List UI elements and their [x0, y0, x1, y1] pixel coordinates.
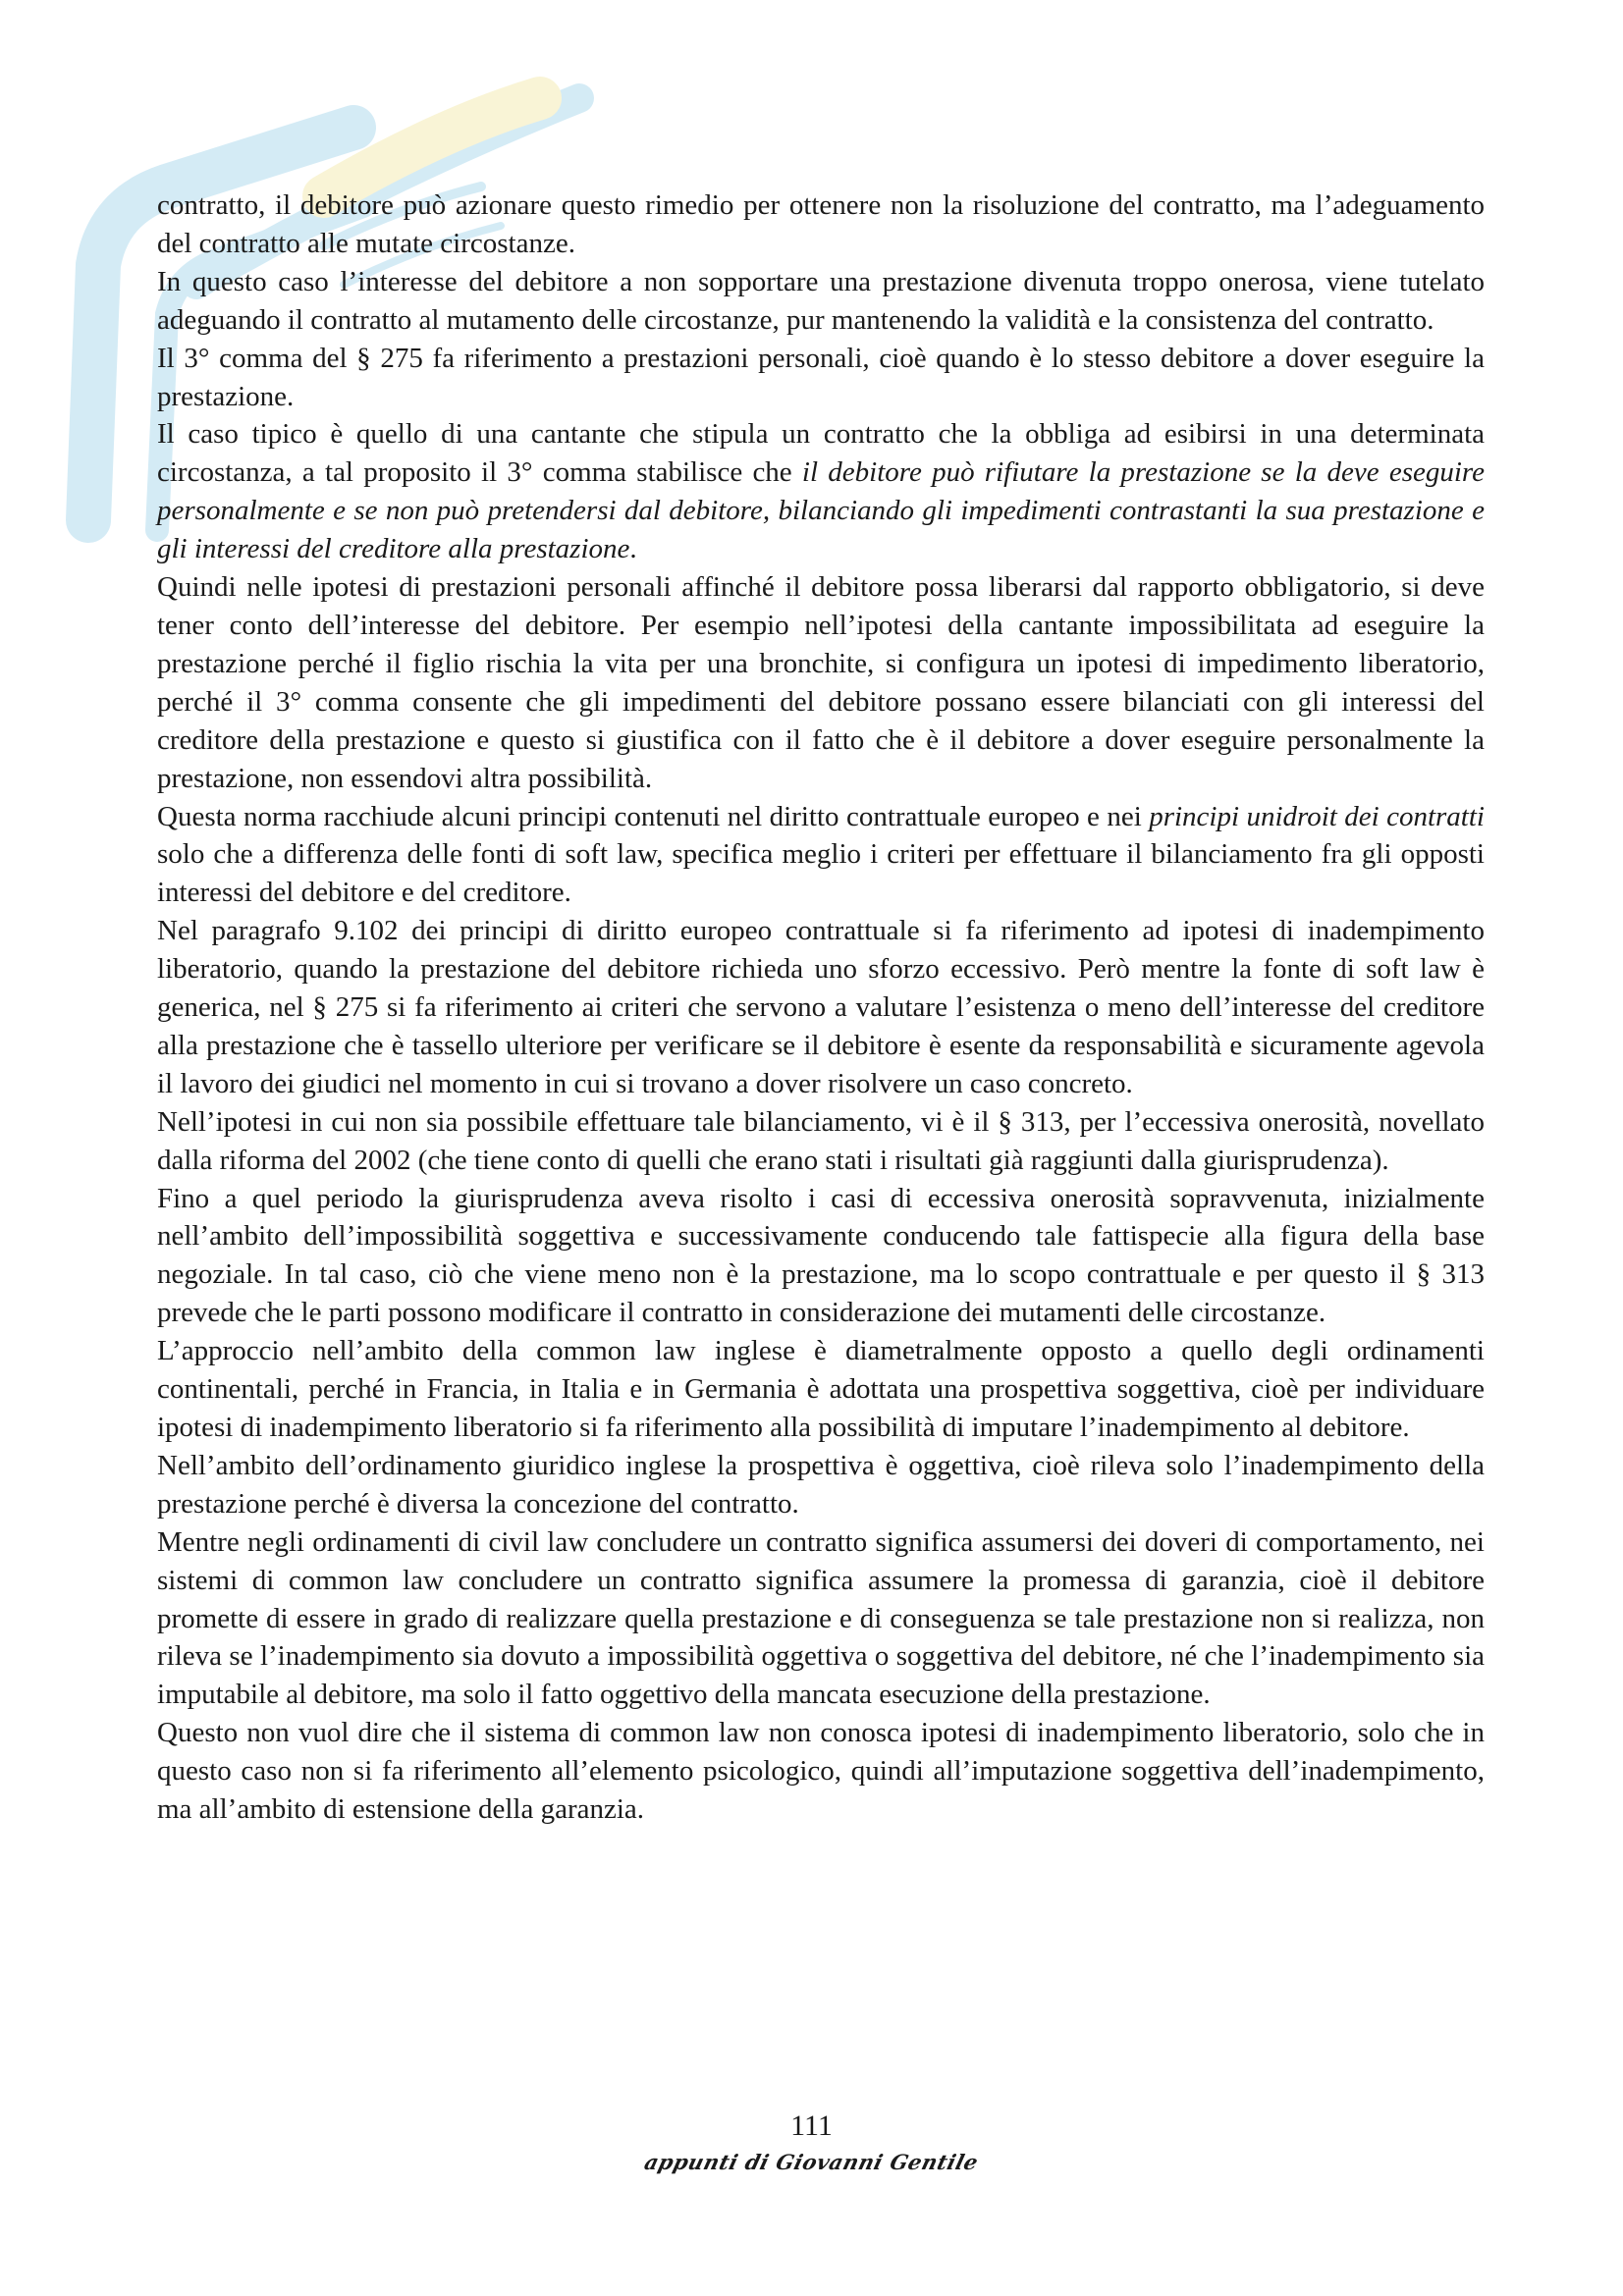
author-signature: appunti di Giovanni Gentile — [641, 2150, 982, 2174]
body-paragraph — [157, 1180, 1485, 1333]
body-paragraph — [157, 187, 1485, 263]
text-run: Il 3° comma del § 275 fa riferimento a prestazioni personali, cioè quando è lo stesso debitore a dover eseguire la prestazione. — [157, 342, 1485, 412]
body-paragraph — [157, 1714, 1485, 1829]
text-run: Nell’ipotesi in cui non sia possibile effettuare tale bilanciamento, vi è il § 313, per l’eccessiva onerosità, novellato dalla riforma del 2002 (che tiene conto di quelli che erano stati i risultati già raggiunti dalla giurisprudenza). — [157, 1105, 1485, 1176]
body-paragraph — [157, 1523, 1485, 1715]
text-run: Nel paragrafo 9.102 dei principi di diritto europeo contrattuale si fa riferimento ad ipotesi di inadempimento liberatorio, quando la prestazione del debitore richieda uno sforzo eccessivo. Però mentre la fonte di soft law è generica, nel § 275 si fa riferimento ai criteri che servono a valutare l’esistenza o meno dell’interesse del creditore alla prestazione che è tassello ulteriore per verificare se il debitore è esente da responsabilità e sicuramente agevola il lavoro dei giudici nel momento in cui si trovano a dover risolvere un caso concreto. — [157, 915, 1485, 1099]
body-paragraph — [157, 263, 1485, 340]
page-body — [157, 187, 1485, 1829]
page-number: 111 — [790, 2109, 833, 2142]
body-paragraph — [157, 798, 1485, 913]
text-run: contratto, il debitore può azionare questo rimedio per ottenere non la risoluzione del contratto, ma l’adeguamento del contratto alle mutate circostanze. — [157, 189, 1485, 259]
body-paragraph — [157, 568, 1485, 797]
body-paragraph — [157, 340, 1485, 416]
text-run: Quindi nelle ipotesi di prestazioni personali affinché il debitore possa liberarsi dal rapporto obbligatorio, si deve tener conto dell’interesse del debitore. Per esempio nell’ipotesi della cantante impossibilitata ad eseguire la prestazione perché il figlio rischia la vita per una bronchite, si configura un ipotesi di impedimento liberatorio, perché il 3° comma consente che gli impedimenti del debitore possano essere bilanciati con gli interessi del creditore della prestazione e questo si giustifica con il fatto che è il debitore a dover eseguire personalmente la prestazione, non essendovi altra possibilità. — [157, 571, 1485, 794]
text-run: Mentre negli ordinamenti di civil law concludere un contratto significa assumersi dei doveri di comportamento, nei sistemi di common law concludere un contratto significa assumere la promessa di garanzia, cioè il debitore promette di essere in grado di realizzare quella prestazione e di conseguenza se tale prestazione non si realizza, non rileva se l’inadempimento sia dovuto a impossibilità oggettiva o soggettiva del debitore, né che l’inadempimento sia imputabile al debitore, ma solo il fatto oggettivo della mancata esecuzione della prestazione. — [157, 1525, 1485, 1711]
text-run: . — [629, 533, 637, 565]
body-paragraph — [157, 1332, 1485, 1447]
body-paragraph — [157, 912, 1485, 1103]
text-run: Nell’ambito dell’ordinamento giuridico inglese la prospettiva è oggettiva, cioè rileva solo l’inadempimento della prestazione perché è diversa la concezione del contratto. — [157, 1449, 1485, 1520]
text-run: Il caso tipico è quello di una cantante che stipula un contratto che la obbliga ad esibirsi in una determinata circostanza, a tal proposito il 3° comma stabilisce che — [157, 418, 1485, 489]
page-footer — [0, 2109, 1623, 2174]
text-run: Questa norma racchiude alcuni principi contenuti nel diritto contrattuale europeo e nei — [157, 800, 1150, 832]
body-paragraph — [157, 415, 1485, 568]
text-run: In questo caso l’interesse del debitore a non sopportare una prestazione divenuta troppo onerosa, viene tutelato adeguando il contratto al mutamento delle circostanze, pur mantenendo la validità e la consistenza del contratto. — [157, 265, 1485, 336]
text-run: solo che a differenza delle fonti di soft law, specifica meglio i criteri per effettuare il bilanciamento fra gli opposti interessi del debitore e del creditore. — [157, 838, 1485, 909]
text-run: L’approccio nell’ambito della common law inglese è diametralmente opposto a quello degli ordinamenti continentali, perché in Francia, in Italia e in Germania è adottata una prospettiva soggettiva, cioè per individuare ipotesi di inadempimento liberatorio si fa riferimento alla possibilità di imputare l’inadempimento al debitore. — [157, 1335, 1485, 1443]
text-run: Fino a quel periodo la giurisprudenza aveva risolto i casi di eccessiva onerosità sopravvenuta, inizialmente nell’ambito dell’impossibilità soggettiva e successivamente conducendo tale fattispecie alla figura della base negoziale. In tal caso, ciò che viene meno non è la prestazione, ma lo scopo contrattuale e per questo il § 313 prevede che le parti possono modificare il contratto in considerazione dei mutamenti delle circostanze. — [157, 1182, 1485, 1329]
italic-run: principi unidroit dei contratti — [1149, 800, 1485, 832]
text-run: Questo non vuol dire che il sistema di common law non conosca ipotesi di inadempimento liberatorio, solo che in questo caso non si fa riferimento all’elemento psicologico, quindi all’imputazione soggettiva dell’inadempimento, ma all’ambito di estensione della garanzia. — [157, 1717, 1485, 1826]
italic-run: il debitore può rifiutare la prestazione se la deve eseguire personalmente e se non può pretendersi dal debitore, bilanciando gli impedimenti contrastanti la sua prestazione e gli interessi del creditore alla prestazione — [157, 456, 1485, 565]
body-paragraph — [157, 1447, 1485, 1523]
body-paragraph — [157, 1103, 1485, 1180]
